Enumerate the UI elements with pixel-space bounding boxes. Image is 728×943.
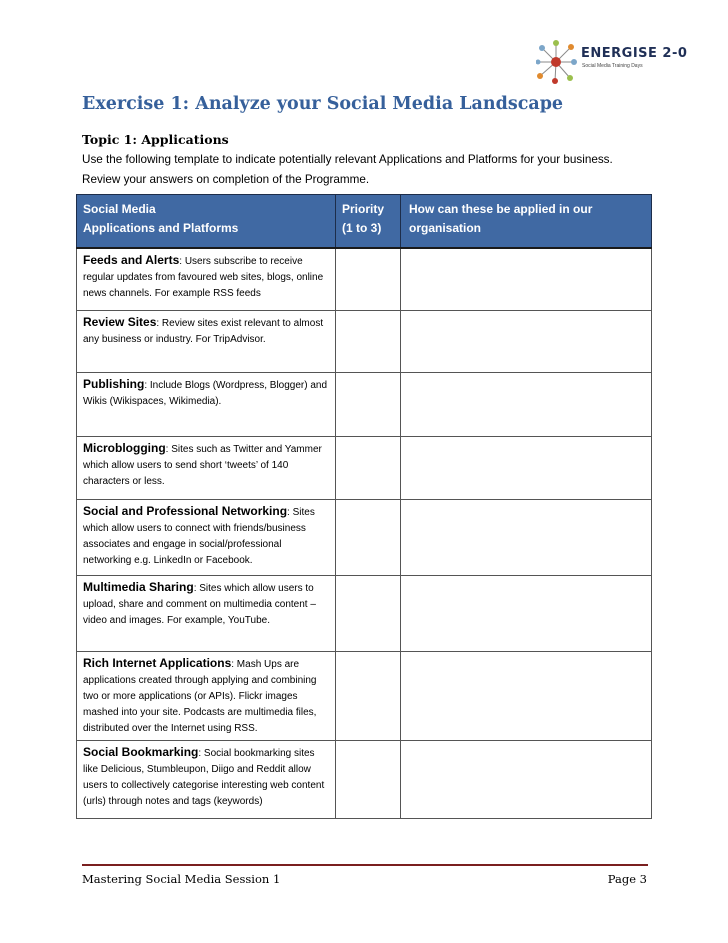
application-notes-cell[interactable] xyxy=(401,248,652,310)
priority-cell[interactable] xyxy=(336,575,401,651)
logo-tagline: Social Media Training Days xyxy=(582,63,643,69)
priority-cell[interactable] xyxy=(336,372,401,436)
application-text: : Sites which allow users to upload, share and comment on multimedia content – video and images. For example, YouTube. xyxy=(83,582,316,626)
application-description xyxy=(77,372,336,436)
application-description xyxy=(77,651,336,740)
application-text: : Include Blogs (Wordpress, Blogger) and Wikis (Wikispaces, Wikimedia). xyxy=(83,379,328,407)
topic-heading: Topic 1: Applications xyxy=(82,132,229,147)
intro-line: Review your answers on completion of the Programme. xyxy=(82,173,370,186)
application-notes-cell[interactable] xyxy=(401,651,652,740)
page-number: Page 3 xyxy=(607,872,647,886)
table-row xyxy=(77,248,652,310)
intro-text xyxy=(82,150,682,190)
header-applications xyxy=(77,195,336,249)
priority-cell[interactable] xyxy=(336,499,401,575)
header-line: Priority xyxy=(342,202,385,216)
table-row xyxy=(77,372,652,436)
table-row xyxy=(77,575,652,651)
application-term: Social and Professional Networking xyxy=(83,503,288,518)
header-application xyxy=(401,195,652,249)
application-text: : Users subscribe to receive regular updates from favoured web sites, blogs, online news channels. For example RSS feeds xyxy=(83,256,324,299)
header-line: organisation xyxy=(409,221,482,235)
priority-cell[interactable] xyxy=(336,310,401,372)
application-description xyxy=(77,575,336,651)
table-row xyxy=(77,651,652,740)
application-description xyxy=(77,740,336,818)
application-notes-cell[interactable] xyxy=(401,740,652,818)
table-row xyxy=(77,436,652,499)
header-line: (1 to 3) xyxy=(342,221,382,235)
application-description xyxy=(77,436,336,499)
application-text: : Sites such as Twitter and Yammer which allow users to send short ‘tweets’ of 140 characters or less. xyxy=(83,443,322,487)
application-term: Microblogging xyxy=(83,440,166,455)
header-line: Social Media xyxy=(83,202,156,216)
table-row xyxy=(77,499,652,575)
application-term: Publishing xyxy=(83,376,145,391)
application-text: : Review sites exist relevant to almost any business or industry. For TripAdvisor. xyxy=(83,317,324,345)
application-notes-cell[interactable] xyxy=(401,372,652,436)
application-text: : Sites which allow users to connect with friends/business associates and engage in social/professional networking e.g. LinkedIn or Facebook. xyxy=(83,506,315,566)
page-title: Exercise 1: Analyze your Social Media Landscape xyxy=(82,94,564,114)
application-term: Review Sites xyxy=(83,314,157,329)
priority-cell[interactable] xyxy=(336,651,401,740)
priority-cell[interactable] xyxy=(336,248,401,310)
header-line: How can these be applied in our xyxy=(409,202,593,216)
header-priority xyxy=(336,195,401,249)
priority-cell[interactable] xyxy=(336,740,401,818)
application-notes-cell[interactable] xyxy=(401,436,652,499)
application-description xyxy=(77,248,336,310)
application-description xyxy=(77,310,336,372)
table-row xyxy=(77,310,652,372)
application-term: Multimedia Sharing xyxy=(83,579,194,594)
applications-table xyxy=(76,194,652,819)
header-line: Applications and Platforms xyxy=(83,221,239,235)
application-notes-cell[interactable] xyxy=(401,575,652,651)
logo-name: ENERGISE 2-0 xyxy=(581,46,688,61)
application-description xyxy=(77,499,336,575)
application-notes-cell[interactable] xyxy=(401,499,652,575)
priority-cell[interactable] xyxy=(336,436,401,499)
application-text: : Social bookmarking sites like Delicious, Stumbleupon, Diigo and Reddit allow users to collectively categorise interesting web content (urls) through notes and tags (keywords) xyxy=(83,747,325,807)
footer-title: Mastering Social Media Session 1 xyxy=(82,872,281,886)
application-text: : Mash Ups are applications created through applying and combining two or more applications (or APIs). Flickr images mashed into your site. Podcasts are multimedia files, distributed over the Internet using RSS. xyxy=(83,658,317,734)
intro-line: Use the following template to indicate potentially relevant Applications and Platforms for your business. xyxy=(82,153,613,166)
table-row xyxy=(77,740,652,818)
table-header-row xyxy=(77,195,652,249)
application-term: Feeds and Alerts xyxy=(83,253,180,267)
application-term: Rich Internet Applications xyxy=(83,655,232,670)
application-notes-cell[interactable] xyxy=(401,310,652,372)
application-term: Social Bookmarking xyxy=(83,744,199,759)
footer-rule xyxy=(82,864,648,866)
